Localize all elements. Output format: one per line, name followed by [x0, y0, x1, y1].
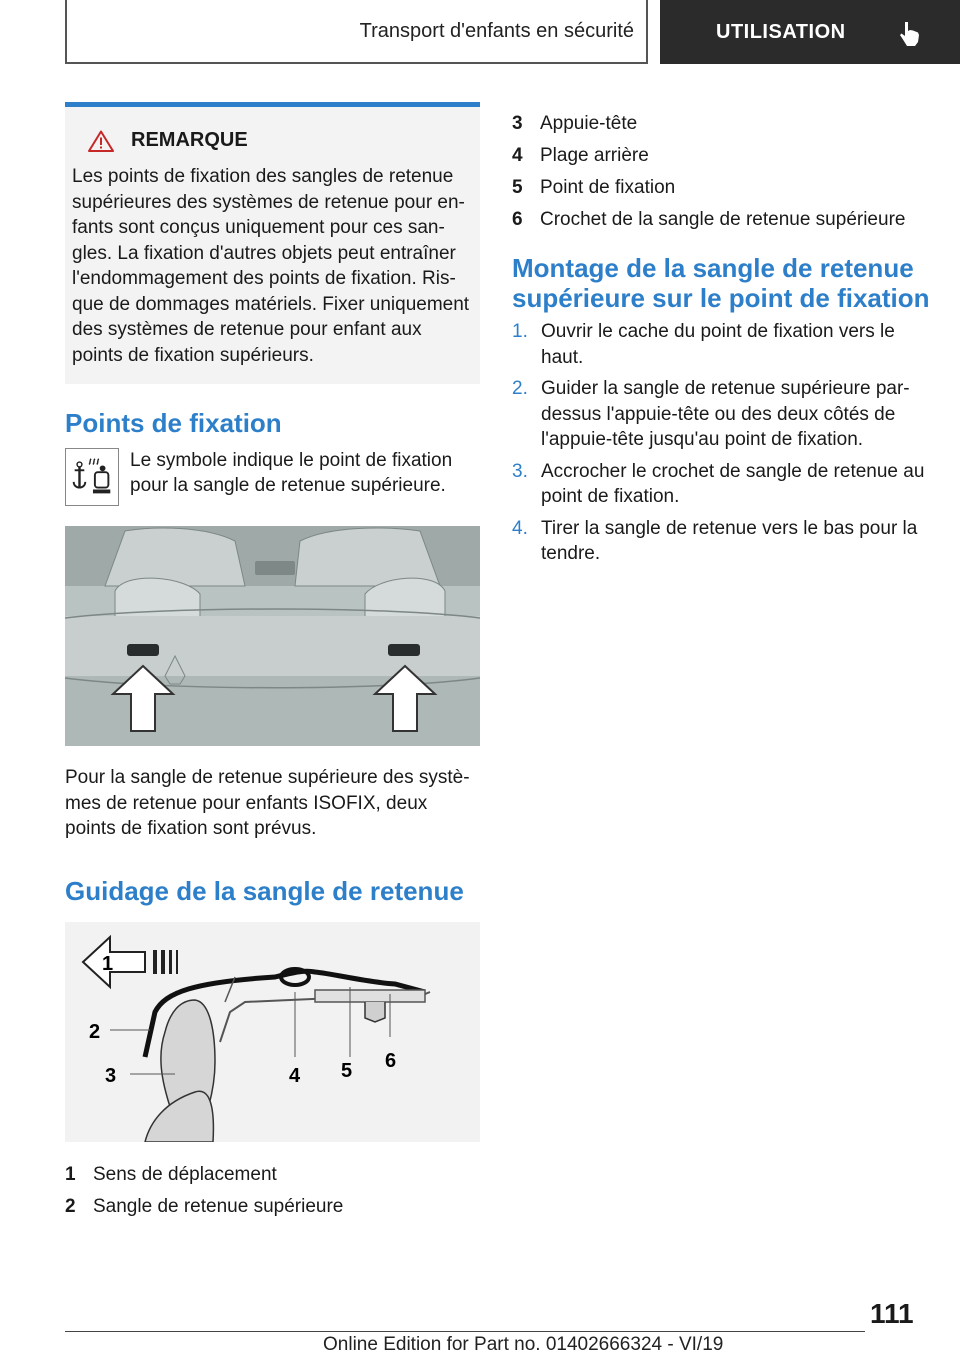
legend-number: 3	[512, 113, 523, 134]
heading-points-fixation: Points de fixation	[65, 408, 282, 438]
step-text: Guider la sangle de retenue supérieure par‐dessus l'appuie-tête ou des deux côtés de l'appuie-tête jusqu'au point de fixation.	[541, 378, 910, 450]
legend-number: 1	[65, 1163, 76, 1185]
legend-number: 5	[512, 177, 523, 198]
legend-item	[512, 204, 932, 236]
footer-edition: Online Edition for Part no. 01402666324 - VI/19	[323, 1334, 724, 1355]
header-chapter-title: UTILISATION	[716, 20, 846, 43]
diagram-label-1: 1	[102, 952, 114, 975]
note-title: REMARQUE	[131, 129, 248, 151]
diagram-label-4: 4	[289, 1064, 301, 1087]
note-body: Les points de fixation des sangles de retenue supérieures des systèmes de retenue pour en‐fants sont conçus uniquement pour ces san‐gles. La fixation d'autres objets peut entraîner l'endommagement des points de fixation. Ris‐que de dommages matériels. Fixer uniquement des systèmes de retenue pour enfant aux points de fixation supérieurs.	[72, 166, 470, 366]
legend-item	[512, 172, 932, 204]
diagram-label-5: 5	[341, 1059, 353, 1082]
step-text: Ouvrir le cache du point de fixation vers le haut.	[541, 321, 895, 368]
step-text: Tirer la sangle de retenue vers le bas pour la tendre.	[541, 517, 918, 564]
heading-montage: Montage de la sangle de retenue supérieure sur le point de fixation	[512, 253, 930, 313]
child-seat-anchor-icon	[65, 448, 119, 506]
legend-number: 4	[512, 145, 523, 166]
header-section-box	[65, 0, 648, 64]
legend-item	[65, 1159, 480, 1191]
diagram-label-6: 6	[385, 1049, 397, 1072]
diagram-label-2: 2	[89, 1020, 101, 1043]
footer-divider	[65, 1331, 865, 1332]
step-number: 1.	[512, 321, 528, 342]
legend-text: Crochet de la sangle de retenue supérieure	[540, 209, 906, 230]
isofix-paragraph: Pour la sangle de retenue supérieure des systè‐mes de retenue pour enfants ISOFIX, deux points de fixation sont prévus.	[65, 767, 470, 839]
note-header	[88, 129, 472, 152]
step-number: 2.	[512, 378, 528, 399]
diagram-label-3: 3	[105, 1064, 117, 1087]
legend-text: Sangle de retenue supérieure	[93, 1195, 344, 1217]
montage-steps	[512, 319, 932, 567]
legend-number: 6	[512, 209, 523, 230]
legend-right	[512, 108, 932, 236]
header-chapter-tab	[660, 0, 960, 64]
step-item	[512, 376, 932, 453]
legend-item	[512, 140, 932, 172]
step-item	[512, 319, 932, 370]
step-number: 4.	[512, 517, 528, 539]
legend-left	[65, 1159, 480, 1223]
legend-item	[65, 1191, 480, 1223]
left-column	[65, 102, 480, 1223]
header-section-title: Transport d'enfants en sécurité	[359, 19, 634, 42]
strap-routing-diagram	[65, 922, 480, 1142]
legend-text: Plage arrière	[540, 145, 649, 166]
note-box	[65, 102, 480, 384]
warning-triangle-icon	[88, 130, 114, 152]
step-number: 3.	[512, 460, 528, 482]
page-number: 111	[870, 1298, 914, 1329]
step-item	[512, 459, 932, 510]
anchor-points-photo	[65, 526, 480, 746]
right-column	[512, 108, 932, 573]
heading-guidage: Guidage de la sangle de retenue	[65, 875, 464, 906]
symbol-row	[65, 448, 480, 506]
symbol-description: Le symbole indique le point de fixation pour la sangle de retenue supérieure.	[130, 450, 453, 496]
legend-item	[512, 108, 932, 140]
pointing-hand-icon	[896, 20, 924, 48]
legend-text: Point de fixation	[540, 177, 676, 198]
step-text: Accrocher le crochet de sangle de retenue au point de fixation.	[541, 460, 925, 507]
legend-text: Appuie-tête	[540, 113, 638, 134]
step-item	[512, 516, 932, 567]
legend-number: 2	[65, 1195, 76, 1217]
legend-text: Sens de déplacement	[93, 1163, 277, 1185]
